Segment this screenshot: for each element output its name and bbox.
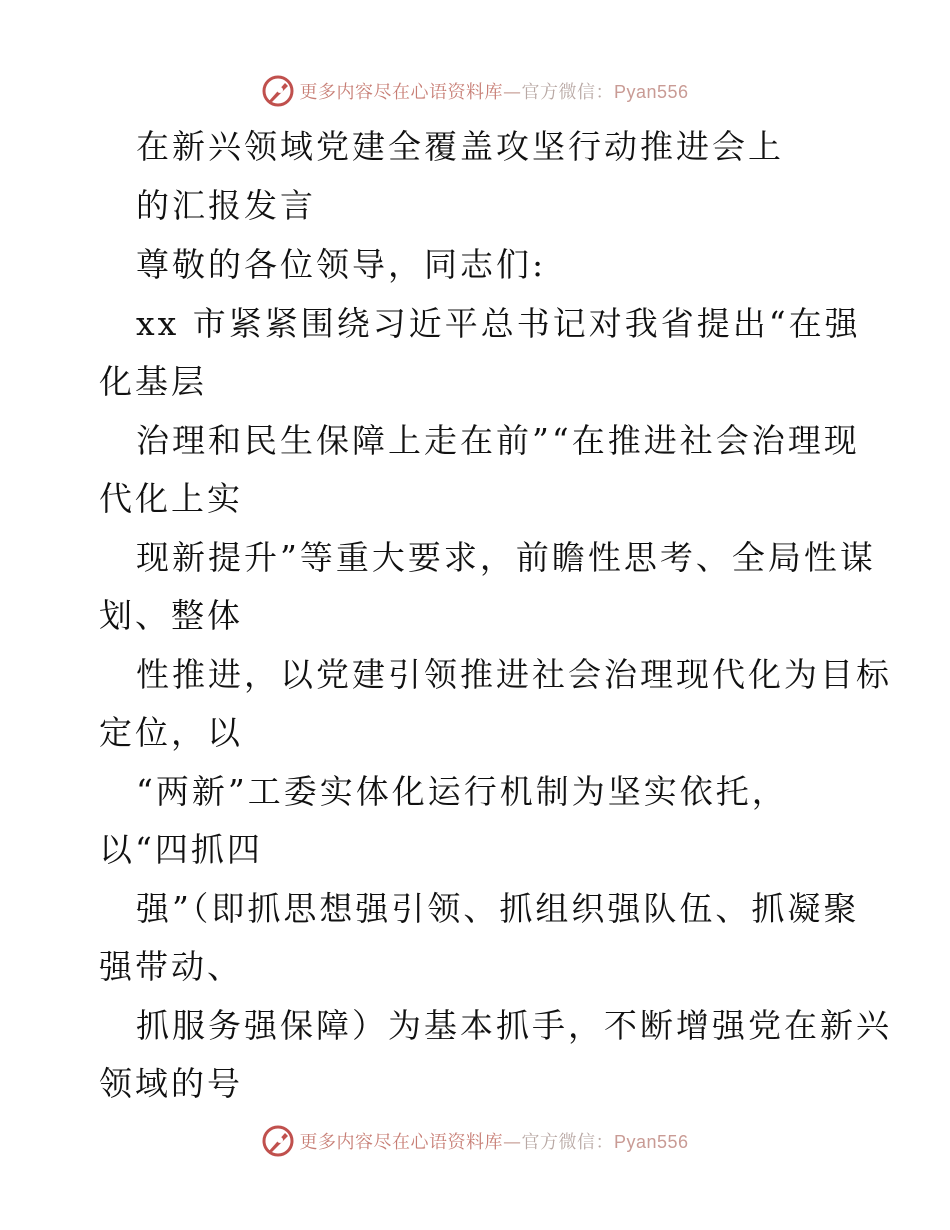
body-line: 强带动、 [99, 947, 243, 986]
body-line: 化基层 [99, 362, 207, 401]
body-line: “两新”工委实体化运行机制为坚实依托， [136, 772, 788, 811]
body-line: 领域的号 [99, 1064, 243, 1103]
watermark-wechat-id: Pyan556 [613, 82, 689, 102]
footer-watermark [0, 1121, 950, 1161]
body-line: 现新提升”等重大要求，前瞻性思考、全局性谋 [136, 538, 876, 577]
title-line-1: 在新兴领域党建全覆盖攻坚行动推进会上 [136, 127, 784, 166]
body-line: 划、整体 [99, 596, 243, 635]
watermark-separator: — [502, 82, 522, 103]
body-line: 定位，以 [99, 713, 243, 752]
body-line: 强”（即抓思想强引领、抓组织强队伍、抓凝聚 [136, 889, 860, 928]
body-line: 性推进，以党建引领推进社会治理现代化为目标 [136, 655, 892, 694]
quill-logo-icon [261, 74, 295, 108]
watermark-wechat-label: 官方微信： [521, 82, 614, 103]
watermark-brand: 更多内容尽在心语资料库 [299, 82, 503, 103]
body-line: 治理和民生保障上走在前”“在推进社会治理现 [136, 421, 860, 460]
body-line: 以“四抓四 [99, 830, 263, 869]
body-line: 代化上实 [99, 479, 243, 518]
quill-logo-icon [261, 1124, 295, 1158]
greeting: 尊敬的各位领导，同志们: [136, 245, 547, 284]
body-line: xx 市紧紧围绕习近平总书记对我省提出“在强 [136, 304, 861, 343]
watermark-wechat-id: Pyan556 [613, 1132, 689, 1152]
watermark-separator: — [502, 1132, 522, 1153]
header-watermark [0, 71, 950, 111]
watermark-brand: 更多内容尽在心语资料库 [299, 1132, 503, 1153]
title-line-2: 的汇报发言 [136, 186, 316, 225]
body-line: 抓服务强保障）为基本抓手，不断增强党在新兴 [136, 1006, 892, 1045]
watermark-wechat-label: 官方微信： [521, 1132, 614, 1153]
